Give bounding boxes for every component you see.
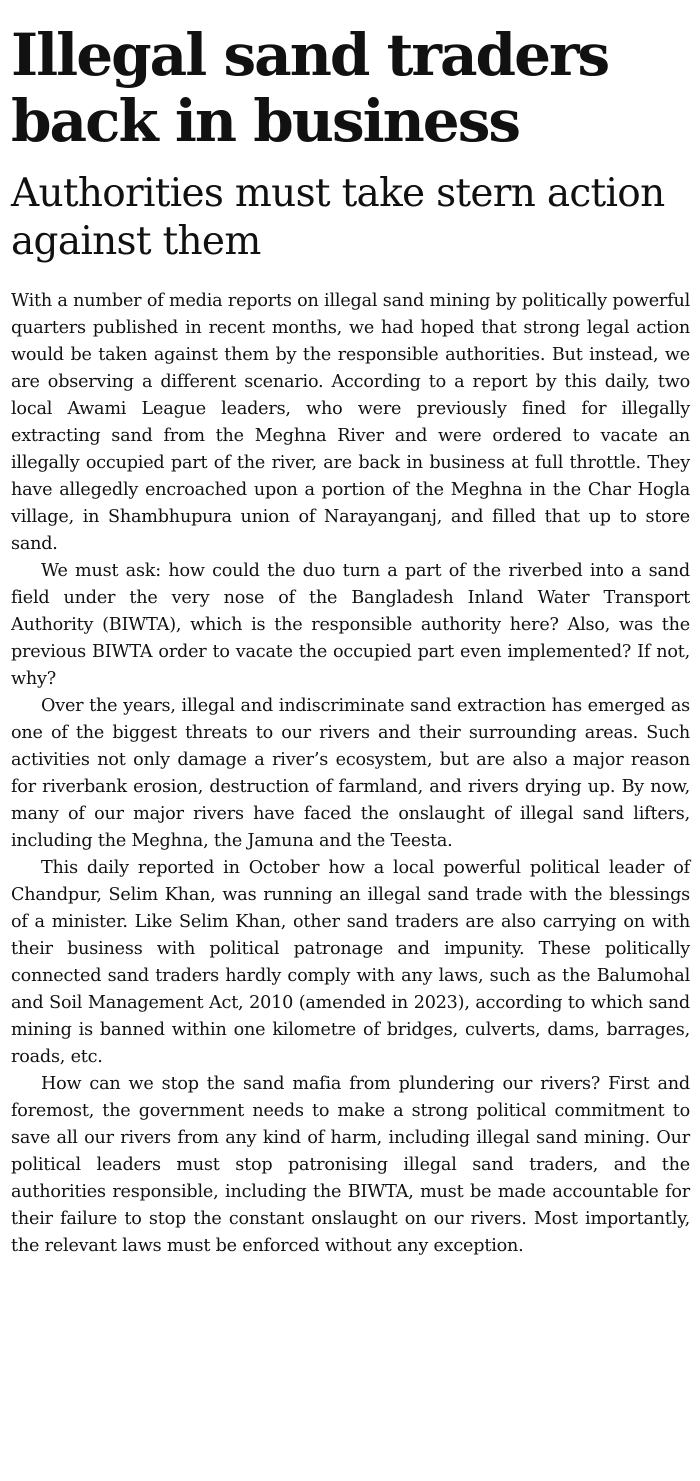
paragraph-5: How can we stop the sand mafia from plundering our rivers? First and foremost, the government needs to make a strong political commitment to save all our rivers from any kind of harm, including illegal sand mining. Our political leaders must stop patronising illegal sand traders, and the authorities responsible, including the BIWTA, must be made accountable for their failure to stop the constant onslaught on our rivers. Most importantly, the relevant laws must be enforced without any exception. (11, 1074, 690, 1256)
headline: Illegal sand traders back in business (11, 21, 609, 155)
paragraph-3: Over the years, illegal and indiscriminate sand extraction has emerged as one of the biggest threats to our rivers and their surrounding areas. Such activities not only damage a river’s ecosystem, but are also a major reason for riverbank erosion, destruction of farmland, and rivers drying up. By now, many of our major rivers have faced the onslaught of illegal sand lifters, including the Meghna, the Jamuna and the Teesta. (11, 696, 690, 851)
paragraph-2: We must ask: how could the duo turn a part of the riverbed into a sand field under the very nose of the Bangladesh Inland Water Transport Authority (BIWTA), which is the responsible authority here? Also, was the previous BIWTA order to vacate the occupied part even implemented? If not, why? (11, 561, 690, 689)
editorial-article (11, 22, 690, 1260)
article-body (11, 288, 690, 1260)
paragraph-4: This daily reported in October how a local powerful political leader of Chandpur, Selim Khan, was running an illegal sand trade with the blessings of a minister. Like Selim Khan, other sand traders are also carrying on with their business with political patronage and impunity. These politically connected sand traders hardly comply with any laws, such as the Balumohal and Soil Management Act, 2010 (amended in 2023), according to which sand mining is banned within one kilometre of bridges, culverts, dams, barrages, roads, etc. (11, 858, 690, 1067)
subheadline: Authorities must take stern action against them (11, 171, 665, 264)
paragraph-1: With a number of media reports on illegal sand mining by politically powerful quarters published in recent months, we had hoped that strong legal action would be taken against them by the responsible authorities. But instead, we are observing a different scenario. According to a report by this daily, two local Awami League leaders, who were previously fined for illegally extracting sand from the Meghna River and were ordered to vacate an illegally occupied part of the river, are back in business at full throttle. They have allegedly encroached upon a portion of the Meghna in the Char Hogla village, in Shambhupura union of Narayanganj, and filled that up to store sand. (11, 291, 690, 554)
